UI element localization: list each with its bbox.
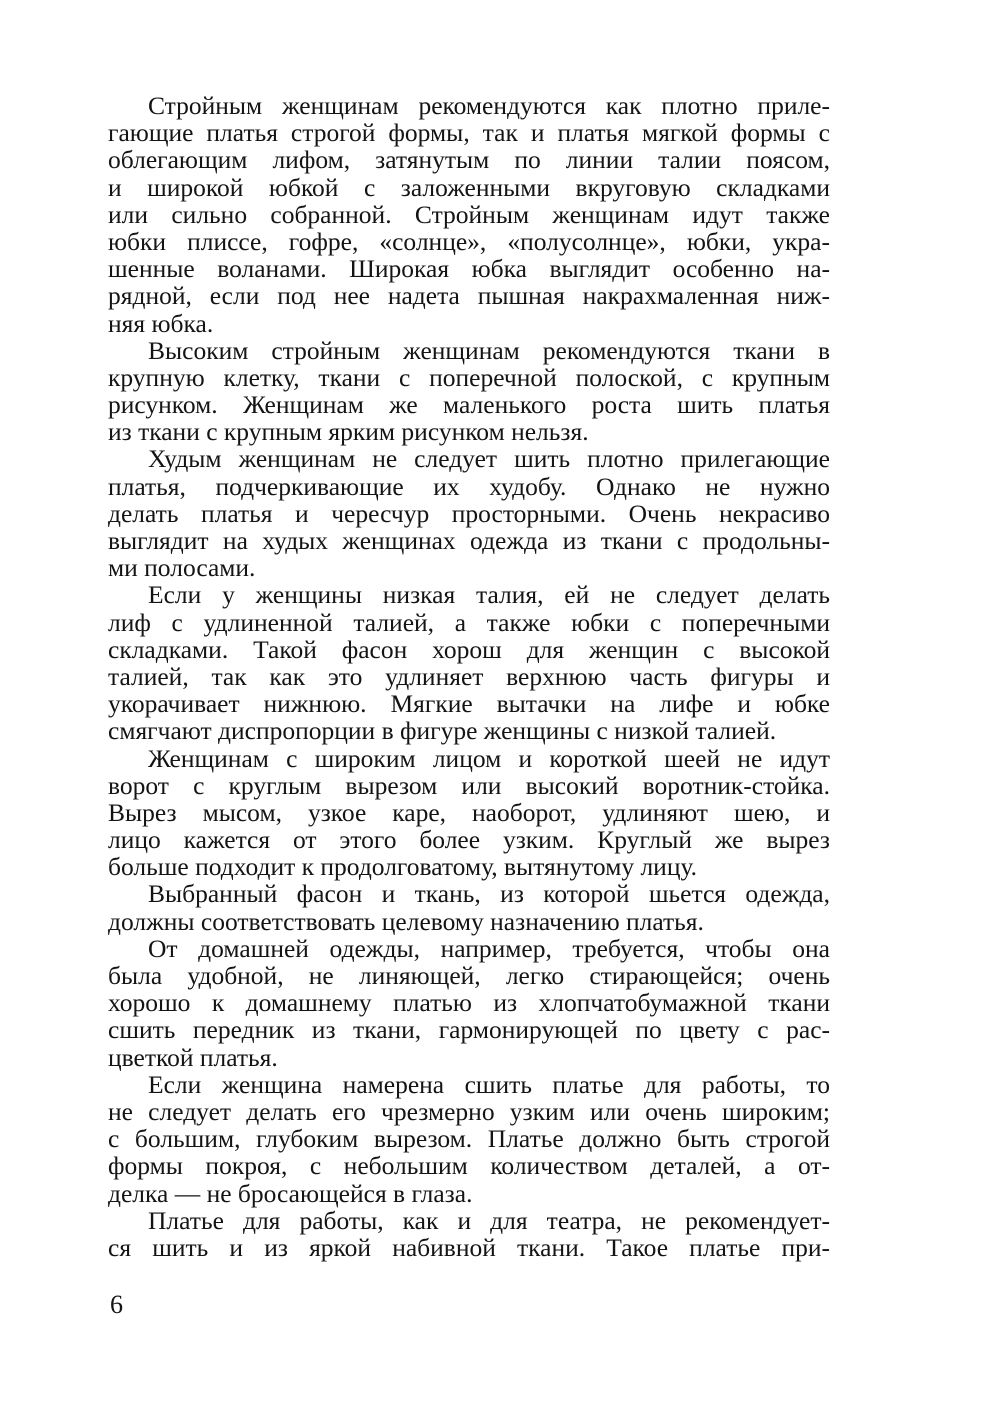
text-line: облегающим лифом, затянутым по линии талии поясом,	[108, 145, 830, 175]
text-line: цветкой платья.	[108, 1042, 278, 1072]
paragraph	[108, 581, 830, 744]
paragraph	[108, 880, 830, 934]
text-line: должны соответствовать целевому назначению платья.	[108, 906, 704, 936]
text-line: платья, подчеркивающие их худобу. Однако не нужно	[108, 471, 830, 501]
text-line: Выбранный фасон и ткань, из которой шьется одежда,	[148, 879, 830, 909]
text-line: Вырез мысом, узкое каре, наоборот, удлиняют шею, и	[108, 797, 830, 827]
page-number: 6	[110, 1290, 123, 1319]
text-line: лиф с удлиненной талией, а также юбки с поперечными	[108, 607, 830, 637]
text-line: из ткани с крупным ярким рисунком нельзя.	[108, 417, 589, 447]
text-line: смягчают диспропорции в фигуре женщины с низкой талией.	[108, 716, 777, 746]
text-line: Стройным женщинам рекомендуются как плотно приле-	[148, 91, 830, 120]
text-line: Худым женщинам не следует шить плотно прилегающие	[148, 444, 830, 474]
text-line: От домашней одежды, например, требуется, чтобы она	[148, 933, 830, 963]
paragraph	[108, 445, 830, 581]
text-line: не следует делать его чрезмерно узким или очень широким;	[108, 1096, 830, 1126]
paragraph	[108, 745, 830, 881]
body-text	[108, 92, 830, 1261]
paragraph	[108, 92, 830, 337]
text-line: Высоким стройным женщинам рекомендуются ткани в	[148, 335, 830, 365]
text-line: ся шить и из яркой набивной ткани. Такое платье при-	[108, 1232, 830, 1262]
text-line: рядной, если под нее надета пышная накрахмаленная ниж-	[108, 281, 830, 311]
paragraph	[108, 337, 830, 446]
text-line: и широкой юбкой с заложенными вкруговую складками	[108, 172, 830, 202]
text-line: ми полосами.	[108, 553, 256, 583]
text-line: Платье для работы, как и для театра, не рекомендует-	[148, 1205, 830, 1235]
text-line: делка — не бросающейся в глаза.	[108, 1178, 473, 1208]
text-line: талией, так как это удлиняет верхнюю часть фигуры и	[108, 661, 830, 691]
text-line: или сильно собранной. Стройным женщинам идут также	[108, 199, 830, 229]
paragraph	[108, 1207, 830, 1261]
text-line: была удобной, не линяющей, легко стирающейся; очень	[108, 961, 830, 990]
text-line: с большим, глубоким вырезом. Платье должно быть строгой	[108, 1124, 830, 1154]
text-line: рисунком. Женщинам же маленького роста шить платья	[108, 390, 830, 420]
text-line: няя юбка.	[108, 308, 214, 338]
text-line: хорошо к домашнему платью из хлопчатобумажной ткани	[108, 988, 830, 1018]
text-line: ворот с круглым вырезом или высокий воротник-стойка.	[108, 770, 830, 800]
text-line: делать платья и чересчур просторными. Очень некрасиво	[108, 498, 830, 528]
text-line: складками. Такой фасон хорош для женщин с высокой	[108, 634, 830, 664]
text-line: лицо кажется от этого более узким. Круглый же вырез	[108, 825, 830, 855]
text-line: сшить передник из ткани, гармонирующей по цвету с рас-	[108, 1015, 830, 1045]
text-line: шенные воланами. Широкая юбка выглядит особенно на-	[108, 254, 830, 284]
text-line: гающие платья строгой формы, так и платья мягкой формы с	[108, 118, 830, 148]
text-line: крупную клетку, ткани с поперечной полоской, с крупным	[108, 362, 830, 392]
text-line: формы покроя, с небольшим количеством деталей, а от-	[108, 1151, 830, 1181]
text-line: Женщинам с широким лицом и короткой шеей не идут	[148, 743, 830, 773]
text-line: больше подходит к продолговатому, вытянутому лицу.	[108, 852, 698, 882]
paragraph	[108, 1071, 830, 1207]
text-line: Если женщина намерена сшить платье для работы, то	[148, 1069, 830, 1099]
text-line: Если у женщины низкая талия, ей не следует делать	[148, 580, 830, 610]
paragraph	[108, 935, 830, 1071]
text-line: выглядит на худых женщинах одежда из ткани с продольны-	[108, 526, 830, 555]
text-line: укорачивает нижнюю. Мягкие вытачки на лифе и юбке	[108, 689, 830, 719]
text-line: юбки плиссе, гофре, «солнце», «полусолнце», юбки, укра-	[108, 226, 830, 256]
